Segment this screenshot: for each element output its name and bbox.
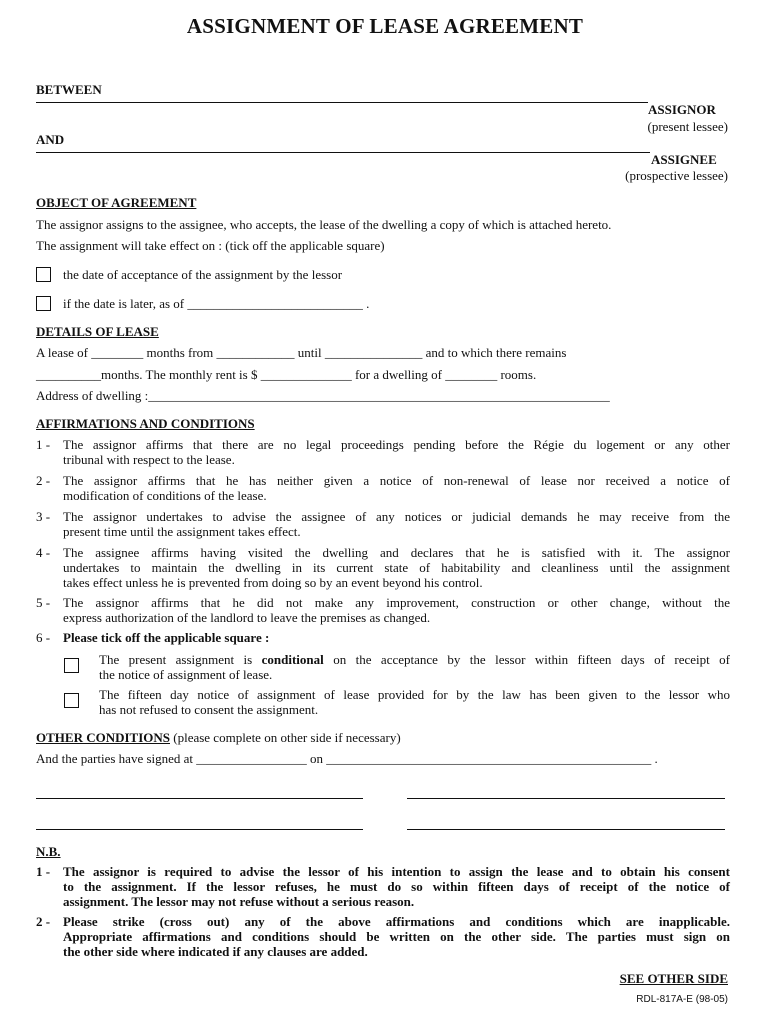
notice-given-option <box>99 687 730 717</box>
affirmation-item <box>63 509 730 539</box>
between-label: BETWEEN <box>36 82 102 97</box>
document-title: ASSIGNMENT OF LEASE AGREEMENT <box>186 14 584 38</box>
details-line2[interactable]: __________months. The monthly rent is $ ______________ for a dwelling of ________ rooms. <box>36 367 537 382</box>
signature-line[interactable] <box>36 829 363 830</box>
see-other-side: SEE OTHER SIDE <box>619 971 728 986</box>
details-heading: DETAILS OF LEASE <box>36 324 159 339</box>
signature-line[interactable] <box>407 829 725 830</box>
nb-line: to the assignment. If the lessor refuses, he must do so within fifteen days of receipt of the notice of <box>63 879 730 894</box>
nb-line: Appropriate affirmations and conditions should be written on the other side. The parties must sign on <box>63 929 730 944</box>
affirmation-line: takes effect unless he is prevented from doing so by an event beyond his control. <box>63 575 483 590</box>
affirmation-item <box>63 545 730 590</box>
affirmation-item <box>63 437 730 467</box>
notice-given-checkbox[interactable] <box>64 693 79 708</box>
nb-line: assignment. The lessor may not refuse without a serious reason. <box>63 894 415 909</box>
affirmation-line: The assignor affirms that he has neither given a notice of non-renewal of lease nor received a notice of <box>63 473 730 488</box>
other-conditions-heading: OTHER CONDITIONS <box>36 730 170 745</box>
notice-line: The fifteen day notice of assignment of lease provided for by the law has been given to the lessor who <box>99 687 730 702</box>
assignee-name-line[interactable] <box>36 152 650 153</box>
assignor-label: ASSIGNOR <box>648 102 716 117</box>
affirmations-heading: AFFIRMATIONS AND CONDITIONS <box>36 416 255 431</box>
affirmation-number: 1 - <box>36 437 51 452</box>
conditional-checkbox[interactable] <box>64 658 79 673</box>
affirmation-line: The assignor affirms that there are no legal proceedings pending before the Régie du logement or any other <box>63 437 730 452</box>
affirmation-line: present time until the assignment takes effect. <box>63 524 301 539</box>
affirmation-number: 2 - <box>36 473 51 488</box>
affirmation-number: 3 - <box>36 509 51 524</box>
conditional-post: on the acceptance by the lessor within fifteen days of receipt of <box>323 652 731 667</box>
and-label: AND <box>36 132 65 147</box>
conditional-line <box>99 652 730 667</box>
object-heading: OBJECT OF AGREEMENT <box>36 195 197 210</box>
nb-number: 2 - <box>36 914 51 929</box>
affirmation-line: The assignor undertakes to advise the assignee of any notices or judicial demands he may receive from the <box>63 509 730 524</box>
details-line1[interactable]: A lease of ________ months from ____________ until _______________ and to which there remains <box>36 345 567 360</box>
assignee-sub: (prospective lessee) <box>625 168 728 183</box>
affirmation-line: The assignee affirms having visited the dwelling and declares that he is satisfied with it. The assignor <box>63 545 730 560</box>
option-acceptance-label: the date of acceptance of the assignment by the lessor <box>63 267 343 282</box>
option-later-date-label[interactable]: if the date is later, as of ___________________________ . <box>63 296 370 311</box>
assignor-name-line[interactable] <box>36 102 648 103</box>
affirmation-line: modification of conditions of the lease. <box>63 488 267 503</box>
affirmation-line: tribunal with respect to the lease. <box>63 452 235 467</box>
nb-line: Please strike (cross out) any of the above affirmations and conditions which are inapplicable. <box>63 914 730 929</box>
option-acceptance-checkbox[interactable] <box>36 267 51 282</box>
affirmation-number: 6 - <box>36 630 51 645</box>
assignor-sub: (present lessee) <box>647 119 728 134</box>
conditional-bold: conditional <box>261 652 324 667</box>
nb-item <box>63 864 730 909</box>
signature-line[interactable] <box>36 798 363 799</box>
option-later-date-checkbox[interactable] <box>36 296 51 311</box>
affirmation-number: 5 - <box>36 595 51 610</box>
affirmation-line: The assignor affirms that he did not make any improvement, construction or other change, without the <box>63 595 730 610</box>
conditional-line: the notice of assignment of lease. <box>99 667 273 682</box>
conditional-pre: The present assignment is <box>99 652 262 667</box>
signature-line[interactable] <box>407 798 725 799</box>
nb-line: The assignor is required to advise the lessor of his intention to assign the lease and to obtain his consent <box>63 864 730 879</box>
affirmation-line: express authorization of the landlord to leave the premises as changed. <box>63 610 431 625</box>
affirmation-item <box>63 595 730 625</box>
object-line1: The assignor assigns to the assignee, who accepts, the lease of the dwelling a copy of which is attached hereto. <box>36 217 612 232</box>
object-line2: The assignment will take effect on : (tick off the applicable square) <box>36 238 385 253</box>
form-code: RDL-817A-E (98-05) <box>636 994 728 1005</box>
affirmation-line: undertakes to maintain the dwelling in its current state of habitability and cleanliness until the assignment <box>63 560 730 575</box>
assignee-label: ASSIGNEE <box>651 152 717 167</box>
details-line3[interactable]: Address of dwelling :_______________________________________________________________________ <box>36 388 610 403</box>
nb-item <box>63 914 730 959</box>
notice-line: has not refused to consent the assignment. <box>99 702 319 717</box>
affirmation-6-text: Please tick off the applicable square : <box>63 630 270 645</box>
affirmation-number: 4 - <box>36 545 51 560</box>
nb-line: the other side where indicated if any clauses are added. <box>63 944 368 959</box>
nb-heading: N.B. <box>36 844 61 859</box>
affirmation-item <box>63 473 730 503</box>
other-conditions-note: (please complete on other side if necessary) <box>170 730 401 745</box>
conditional-option <box>99 652 730 682</box>
other-conditions-row <box>36 730 401 745</box>
signed-at-line[interactable]: And the parties have signed at _________________ on __________________________________________________ . <box>36 751 658 766</box>
nb-number: 1 - <box>36 864 51 879</box>
